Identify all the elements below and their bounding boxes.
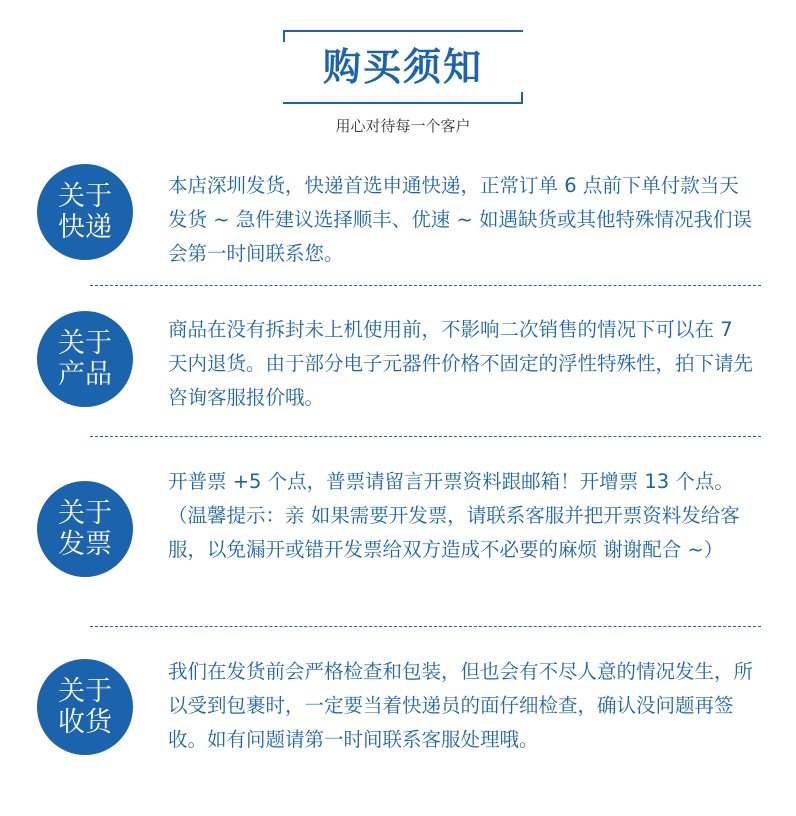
section-text-invoice: 开普票 +5 个点，普票请留言开票资料跟邮箱！开增票 13 个点。（温馨提示：亲 如果需要开发票，请联系客服并把开票资料发给客服，以免漏开或错开发票给双方造成不必要的麻烦 谢谢配合 ~） xyxy=(168,470,740,561)
badge-line1: 关于 xyxy=(58,676,112,707)
badge-line2: 快递 xyxy=(58,212,112,243)
section-text-receiving: 我们在发货前会严格检查和包装，但也会有不尽人意的情况发生，所以受到包裹时，一定要当着快递员的面仔细检查，确认没问题再签收。如有问题请第一时间联系客服处理哦。 xyxy=(168,660,754,751)
badge-line2: 收货 xyxy=(58,707,112,738)
frame-bottom-border xyxy=(283,102,523,104)
section-badge-product xyxy=(37,311,133,407)
frame-top-left-corner xyxy=(283,30,285,42)
badge-line1: 关于 xyxy=(58,498,112,529)
badge-line1: 关于 xyxy=(58,328,112,359)
section-badge-shipping xyxy=(37,164,133,260)
section-divider xyxy=(90,285,761,286)
frame-top-border xyxy=(283,30,523,32)
frame-bottom-right-corner xyxy=(521,92,523,104)
page-title: 购买须知 xyxy=(322,45,483,89)
badge-line1: 关于 xyxy=(58,181,112,212)
section-badge-invoice xyxy=(37,481,133,577)
section-text-shipping: 本店深圳发货，快递首选申通快递，正常订单 6 点前下单付款当天发货 ~ 急件建议选择顺丰、优速 ~ 如遇缺货或其他特殊情况我们误会第一时间联系您。 xyxy=(168,174,752,265)
header-frame xyxy=(283,30,523,104)
section-badge-receiving xyxy=(37,659,133,755)
badge-line2: 发票 xyxy=(58,529,112,560)
badge-line2: 产品 xyxy=(58,359,112,390)
section-divider xyxy=(90,626,761,627)
section-divider xyxy=(90,436,761,437)
page-subtitle: 用心对待每一个客户 xyxy=(335,117,471,135)
section-text-product: 商品在没有拆封未上机使用前，不影响二次销售的情况下可以在 7 天内退货。由于部分电子元器件价格不固定的浮性特殊性，拍下请先咨询客服报价哦。 xyxy=(168,318,754,409)
